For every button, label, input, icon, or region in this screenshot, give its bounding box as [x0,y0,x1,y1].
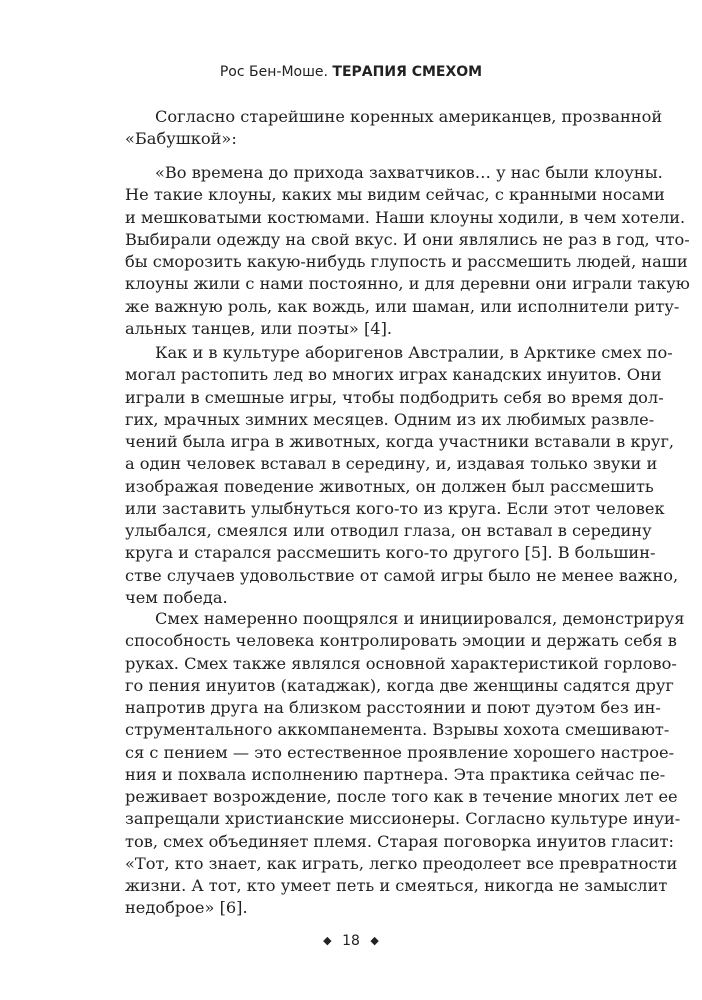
text-line: чем победа. [125,587,228,607]
text-line: «Тот, кто знает, как играть, легко преодолеет все превратности [125,853,678,873]
text-line: «Бабушкой»: [125,129,237,149]
text-line: а один человек вставал в середину, и, издавая только звуки и [125,454,658,474]
footer-ornament-left: ◆ [323,934,332,947]
text-line: могал растопить лед во многих играх канадских инуитов. Они [125,365,662,385]
text-line: способность человека контролировать эмоции и держать себя в [125,631,677,651]
text-line: напротив друга на близком расстоянии и поют дуэтом без ин- [125,698,661,717]
text-line: играли в смешные игры, чтобы подбодрить себя во время дол- [125,387,664,407]
text-line: струментального аккомпанемента. Взрывы хохота смешивают- [125,720,670,740]
text-line: Согласно старейшине коренных американцев, прозванной [155,107,663,126]
text-line: «Во времена до прихода захватчиков… у нас были клоуны. [155,163,663,182]
text-line: недоброе» [6]. [125,898,248,918]
page-footer [0,933,702,949]
text-line: руках. Смех также являлся основной характеристикой горлово- [125,653,677,673]
text-line: реживает возрождение, после того как в течение многих лет ее [125,787,678,806]
text-line: Как и в культуре аборигенов Австралии, в Арктике смех по- [155,343,673,362]
text-line: Смех намеренно поощрялся и инициировался, демонстрируя [155,609,685,628]
text-line: тов, смех объединяет племя. Старая поговорка инуитов гласит: [125,831,674,851]
text-line: клоуны жили с нами постоянно, и для деревни они играли такую [125,274,690,294]
text-line: жизни. А тот, кто умеет петь и смеяться, никогда не замыслит [125,876,668,895]
text-line: запрещали христианские миссионеры. Согласно культуре инуи- [125,809,681,829]
text-line: Не такие клоуны, каких мы видим сейчас, с кранными носами [125,185,665,205]
page-number: 18 [342,933,360,949]
header-title: ТЕРАПИЯ СМЕХОМ [332,64,483,80]
text-line: улыбался, смеялся или отводил глаза, он вставал в середину [125,521,652,540]
text-line: стве случаев удовольствие от самой игры было не менее важно, [125,565,679,585]
text-line: гих, мрачных зимних месяцев. Одним из их любимых развле- [125,409,655,429]
text-line: круга и старался рассмешить кого-то другого [5]. В большин- [125,543,656,563]
running-header [0,64,702,80]
text-line: Выбирали одежду на свой вкус. И они являлись не раз в год, что- [125,229,690,249]
text-line: или заставить улыбнуться кого-то из круга. Если этот человек [125,498,665,518]
text-line: чений была игра в животных, когда участники вставали в круг, [125,432,675,451]
text-line: изображая поведение животных, он должен был рассмешить [125,476,654,496]
text-line: бы сморозить какую-нибудь глупость и рассмешить людей, наши [125,252,688,271]
text-line: го пения инуитов (катаджак), когда две женщины садятся друг [125,675,674,695]
text-line: ния и похвала исполнению партнера. Эта практика сейчас пе- [125,764,666,784]
footer-ornament-right: ◆ [370,934,379,947]
text-line: и мешковатыми костюмами. Наши клоуны ходили, в чем хотели. [125,207,686,227]
header-author: Рос Бен-Моше. [219,64,328,80]
text-line: альных танцев, или поэты» [4]. [125,318,393,338]
text-line: ся с пением — это естественное проявление хорошего настрое- [125,742,675,762]
text-line: же важную роль, как вождь, или шаман, или исполнители риту- [125,296,680,316]
